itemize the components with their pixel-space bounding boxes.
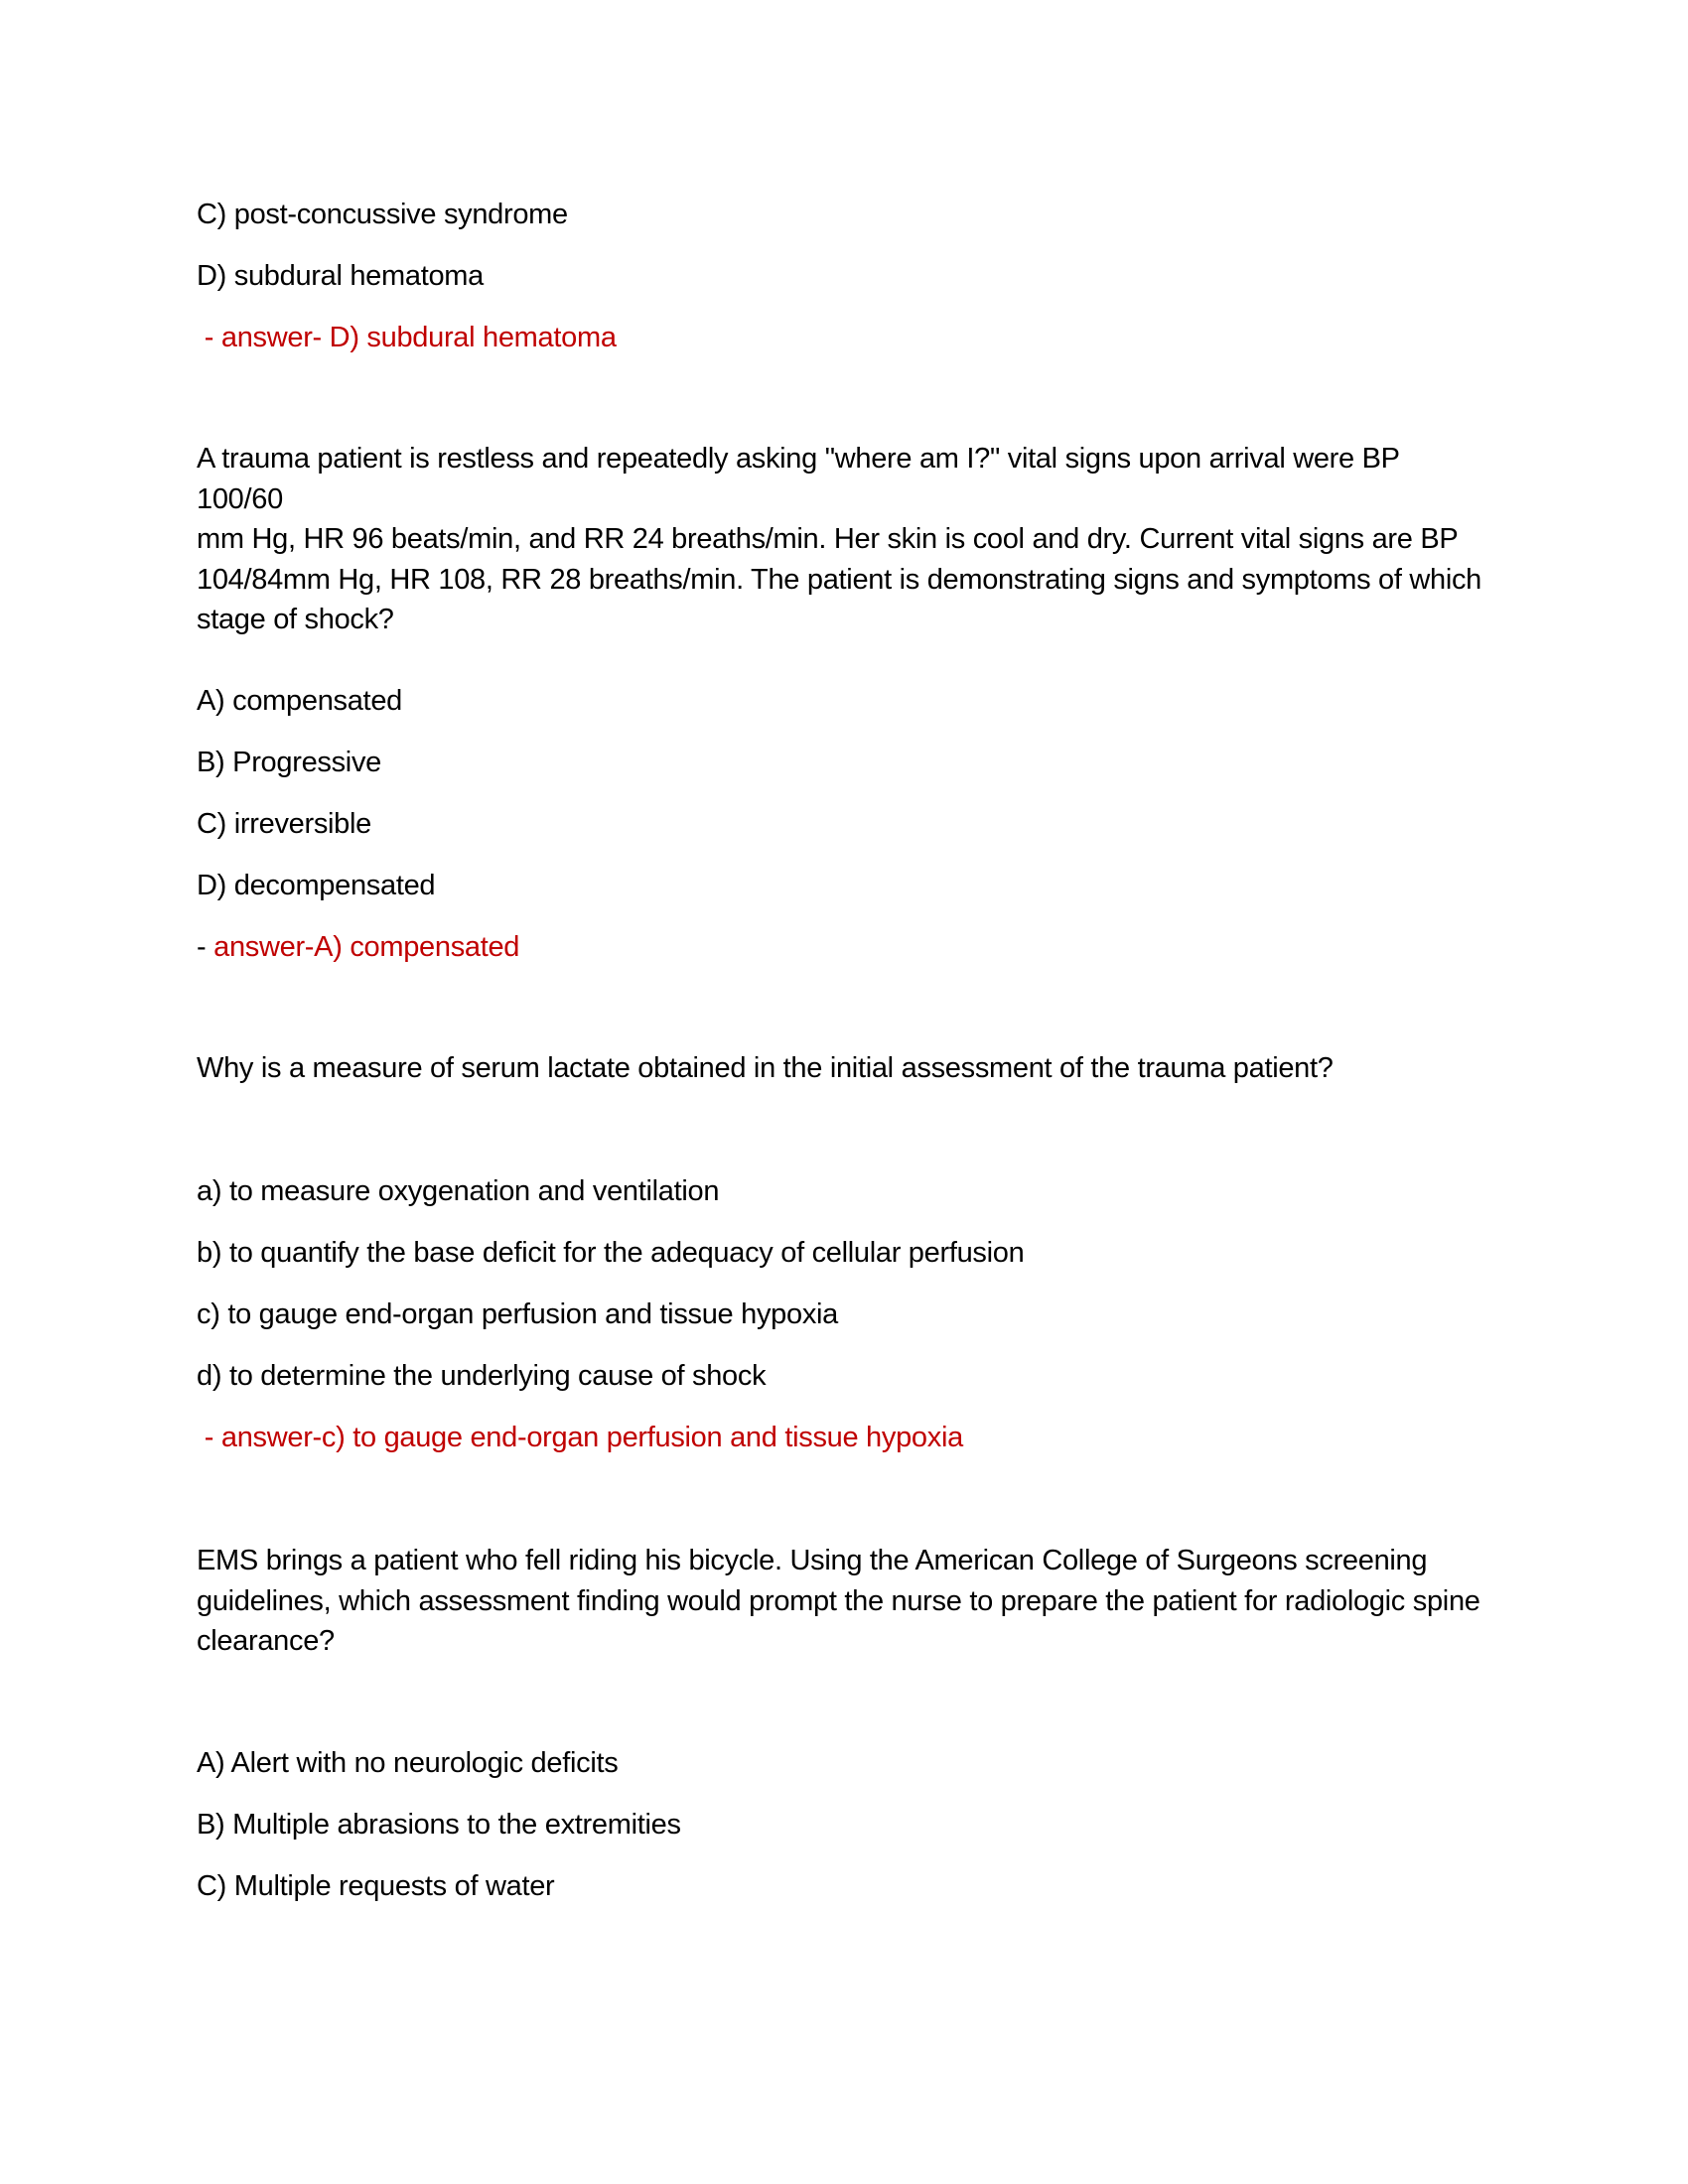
answer-q1-text: answer-A) compensated bbox=[213, 931, 520, 963]
question-q1-stem bbox=[197, 439, 1487, 640]
answer-q2: - answer-c) to gauge end-organ perfusion and tissue hypoxia bbox=[197, 1422, 963, 1453]
option-q2-c: c) to gauge end-organ perfusion and tissue hypoxia bbox=[197, 1298, 838, 1330]
question-q3-stem bbox=[197, 1541, 1487, 1662]
option-q3-c: C) Multiple requests of water bbox=[197, 1870, 555, 1902]
question-q1-stem-line-1: A trauma patient is restless and repeatedly asking "where am I?" vital signs upon arrival were BP 100/60 bbox=[197, 443, 1400, 515]
option-q2-b: b) to quantify the base deficit for the adequacy of cellular perfusion bbox=[197, 1237, 1025, 1269]
question-q3-stem-line-1: EMS brings a patient who fell riding his bicycle. Using the American College of Surgeons screening bbox=[197, 1545, 1428, 1576]
question-q2-stem: Why is a measure of serum lactate obtained in the initial assessment of the trauma patient? bbox=[197, 1052, 1334, 1084]
option-q0-c: C) post-concussive syndrome bbox=[197, 199, 568, 230]
option-q2-d: d) to determine the underlying cause of shock bbox=[197, 1360, 767, 1392]
option-q0-d: D) subdural hematoma bbox=[197, 260, 484, 292]
option-q1-d: D) decompensated bbox=[197, 870, 436, 901]
option-q1-c: C) irreversible bbox=[197, 808, 371, 840]
option-q1-a: A) compensated bbox=[197, 685, 402, 717]
question-q3-stem-line-2: guidelines, which assessment finding would prompt the nurse to prepare the patient for radiologic spine bbox=[197, 1584, 1480, 1617]
option-q3-a: A) Alert with no neurologic deficits bbox=[197, 1747, 619, 1779]
question-q1-stem-line-3: 104/84mm Hg, HR 108, RR 28 breaths/min. The patient is demonstrating signs and symptoms of which bbox=[197, 563, 1482, 596]
answer-q1 bbox=[197, 927, 519, 967]
answer-q1-prefix: - bbox=[197, 931, 214, 963]
option-q3-b: B) Multiple abrasions to the extremities bbox=[197, 1809, 681, 1841]
question-q1-stem-line-2: mm Hg, HR 96 beats/min, and RR 24 breaths/min. Her skin is cool and dry. Current vital signs are BP bbox=[197, 523, 1459, 555]
question-q3-stem-line-3: clearance? bbox=[197, 1625, 335, 1657]
question-q1-stem-line-4: stage of shock? bbox=[197, 604, 394, 635]
option-q2-a: a) to measure oxygenation and ventilation bbox=[197, 1175, 720, 1207]
answer-q0: - answer- D) subdural hematoma bbox=[197, 322, 617, 353]
option-q1-b: B) Progressive bbox=[197, 747, 381, 778]
